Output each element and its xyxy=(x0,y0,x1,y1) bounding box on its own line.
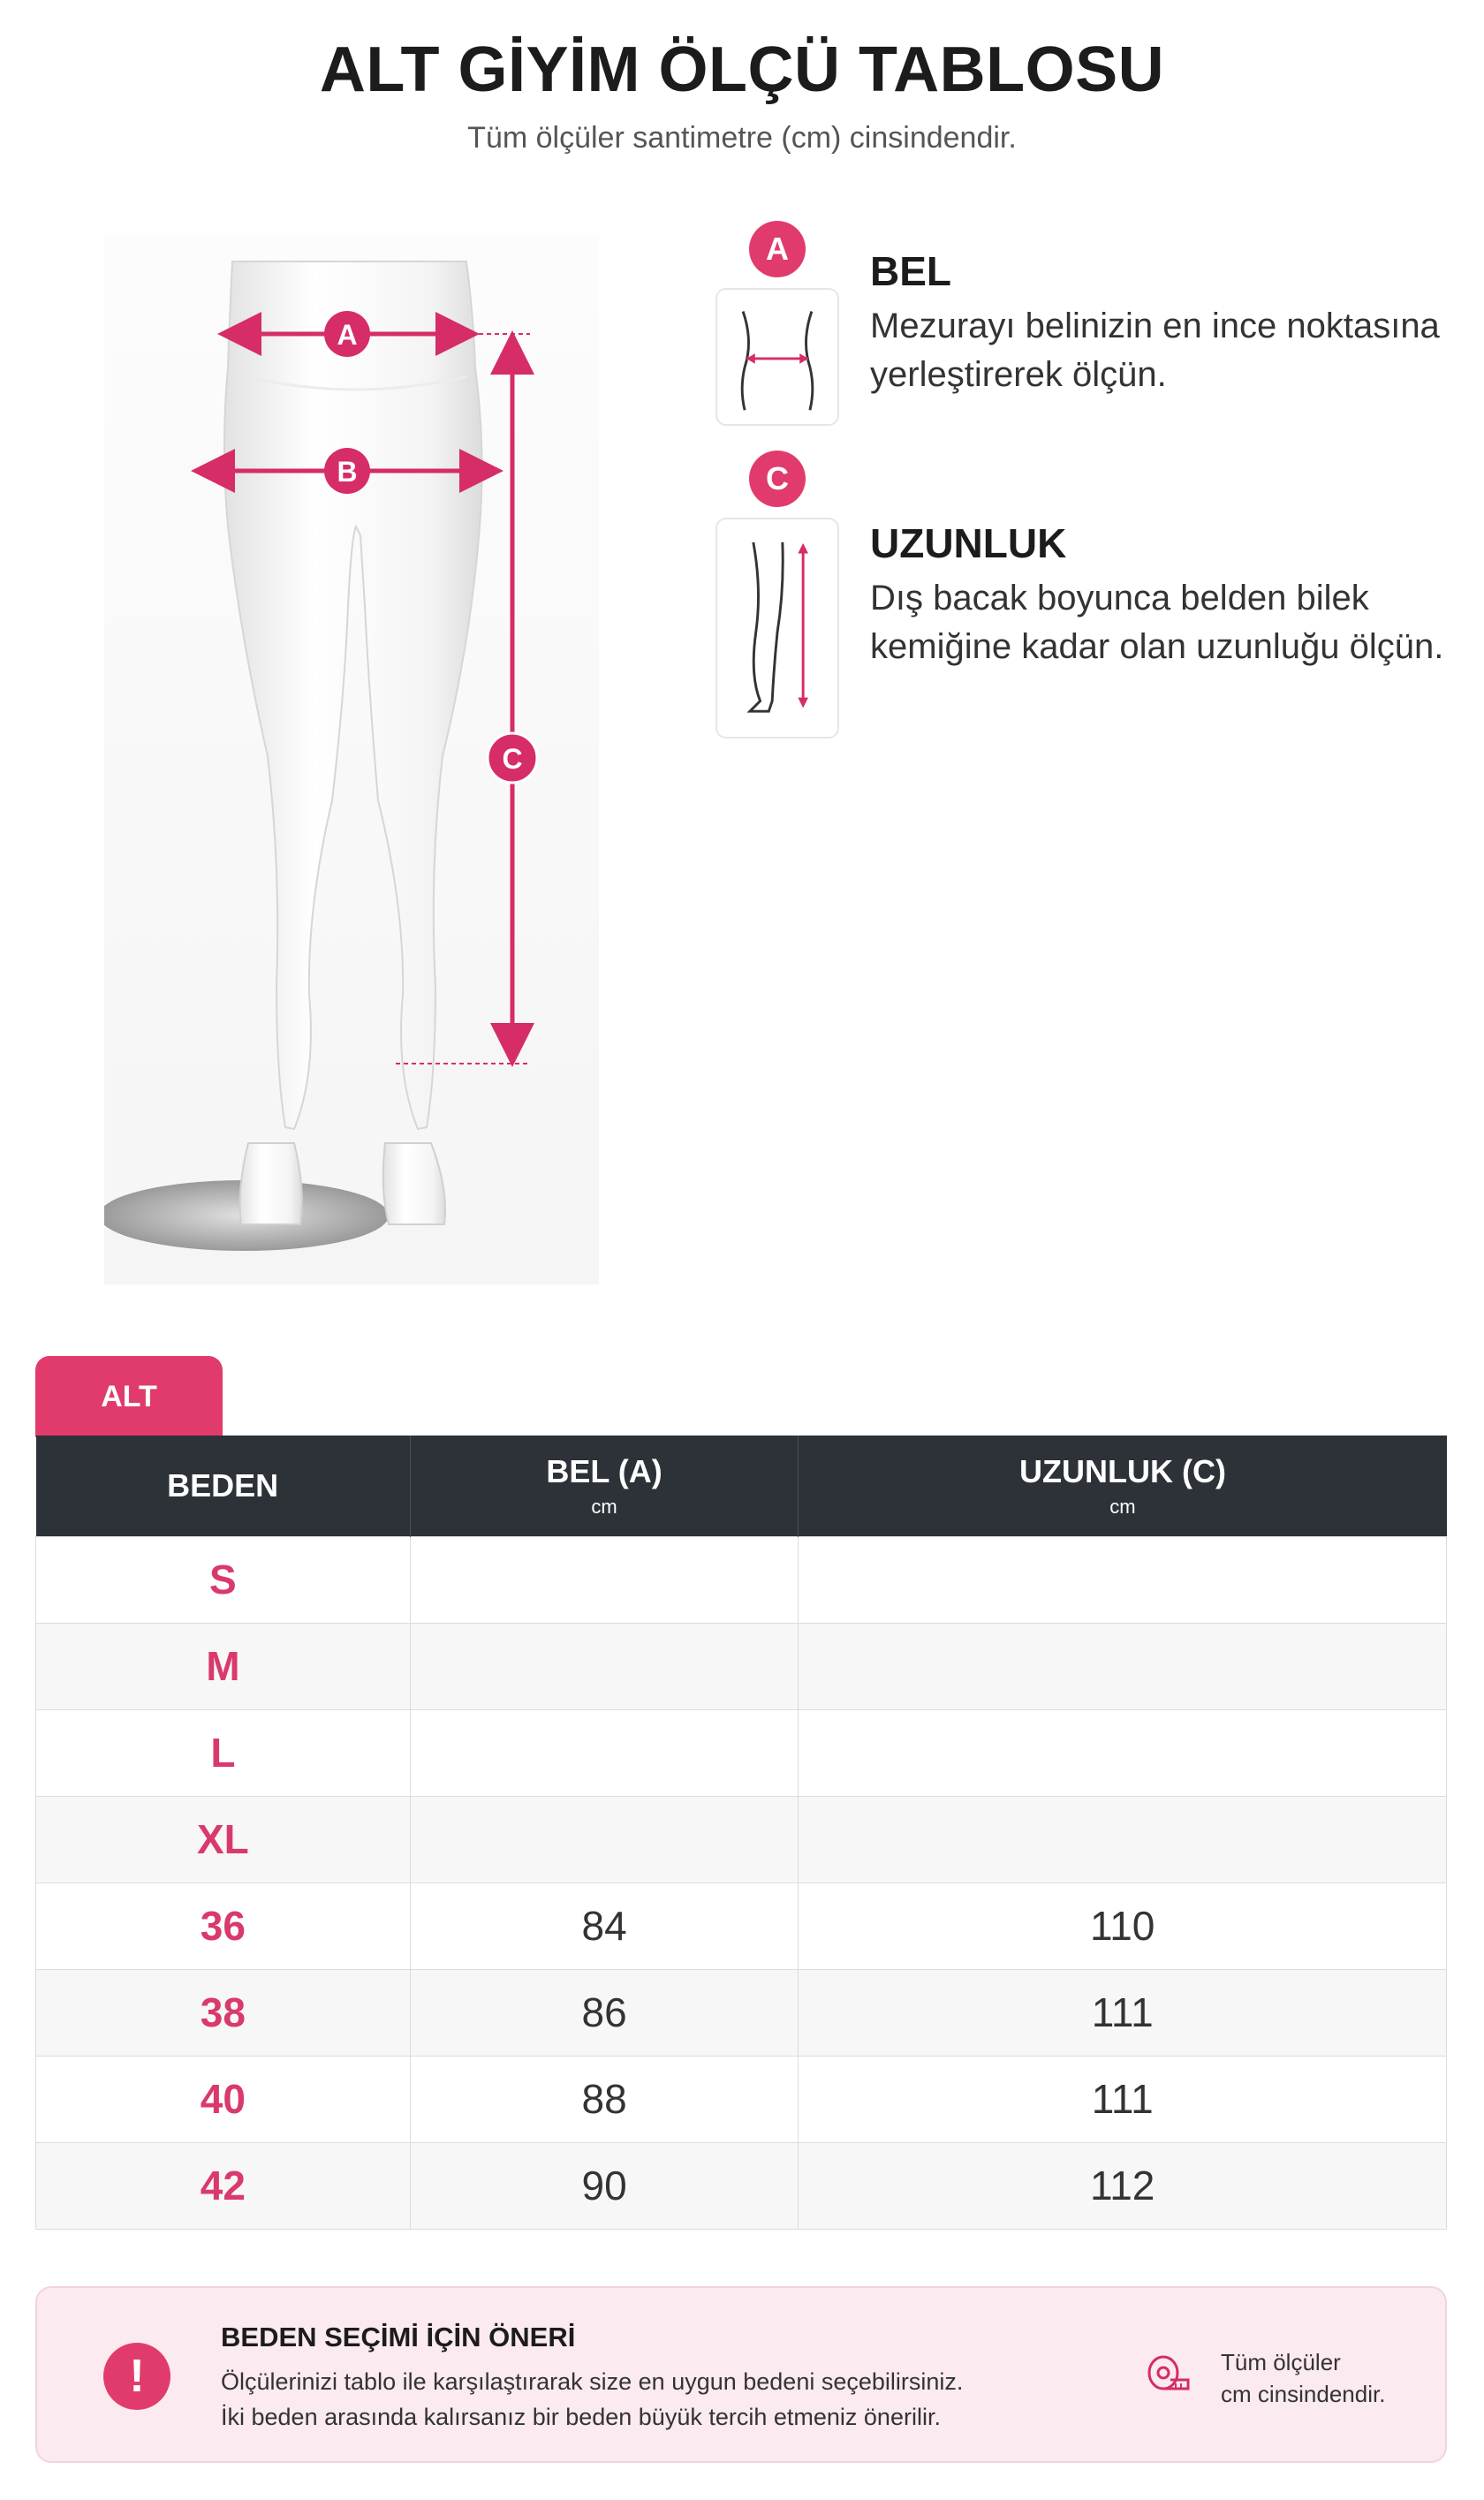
note-side-text xyxy=(1221,2346,1385,2410)
size-cell: S xyxy=(36,1536,411,1623)
tab-alt[interactable]: ALT xyxy=(35,1356,223,1437)
bel-cell: 86 xyxy=(410,1969,799,2056)
table-row xyxy=(36,1709,1447,1796)
mannequin-illustration xyxy=(104,235,599,1284)
column-header-beden xyxy=(36,1436,411,1536)
table-row xyxy=(36,1969,1447,2056)
uzunluk-cell: 112 xyxy=(799,2142,1447,2229)
uzunluk-cell xyxy=(799,1536,1447,1623)
mannequin-figure xyxy=(104,235,599,1284)
recommendation-note xyxy=(35,2286,1447,2463)
note-title: BEDEN SEÇİMİ İÇİN ÖNERİ xyxy=(221,2322,576,2352)
uzunluk-cell xyxy=(799,1623,1447,1709)
uzunluk-cell: 111 xyxy=(799,2056,1447,2142)
badge-c: C xyxy=(749,451,806,507)
column-label: BEL (A) xyxy=(546,1452,662,1489)
note-side-line: Tüm ölçüler xyxy=(1221,2349,1341,2375)
table-row xyxy=(36,1796,1447,1883)
table-row xyxy=(36,2142,1447,2229)
note-side-line: cm cinsindendir. xyxy=(1221,2381,1386,2407)
table-row xyxy=(36,2056,1447,2142)
badge-a: A xyxy=(749,221,806,277)
table-row xyxy=(36,1623,1447,1709)
measure-desc-uzunluk-2: kemiğine kadar olan uzunluğu ölçün. xyxy=(870,627,1444,666)
measure-desc-bel-1: Mezurayı belinizin en ince noktasına xyxy=(870,307,1440,345)
measure-title-bel: BEL xyxy=(870,248,951,294)
measure-title-uzunluk: UZUNLUK xyxy=(870,520,1067,566)
column-header-uzunluk xyxy=(799,1436,1447,1536)
page-subtitle: Tüm ölçüler santimetre (cm) cinsindendir. xyxy=(467,121,1017,155)
label-a: A xyxy=(337,319,358,351)
leg-icon xyxy=(717,519,837,737)
size-cell: XL xyxy=(36,1796,411,1883)
page-title: ALT GİYİM ÖLÇÜ TABLOSU xyxy=(319,34,1165,105)
table-header-row xyxy=(36,1436,1447,1536)
measure-desc-uzunluk-1: Dış bacak boyunca belden bilek xyxy=(870,579,1369,617)
size-table xyxy=(35,1436,1447,2230)
uzunluk-cell: 111 xyxy=(799,1969,1447,2056)
measure-desc-bel-2: yerleştirerek ölçün. xyxy=(870,355,1167,394)
bel-cell xyxy=(410,1796,799,1883)
note-line: Ölçülerinizi tablo ile karşılaştırarak size en uygun bedeni seçebilirsiniz. xyxy=(221,2368,964,2395)
column-unit: cm xyxy=(1109,1495,1136,1518)
size-cell: L xyxy=(36,1709,411,1796)
size-cell: 36 xyxy=(36,1883,411,1969)
waist-thumbnail xyxy=(716,288,839,426)
size-cell: M xyxy=(36,1623,411,1709)
size-cell: 38 xyxy=(36,1969,411,2056)
bel-cell: 90 xyxy=(410,2142,799,2229)
bel-cell: 84 xyxy=(410,1883,799,1969)
uzunluk-cell xyxy=(799,1796,1447,1883)
bel-cell: 88 xyxy=(410,2056,799,2142)
note-text xyxy=(221,2364,963,2435)
bel-cell xyxy=(410,1536,799,1623)
exclamation-icon: ! xyxy=(103,2343,170,2410)
label-c: C xyxy=(502,743,523,775)
label-b: B xyxy=(337,456,358,488)
table-row xyxy=(36,1883,1447,1969)
table-row xyxy=(36,1536,1447,1623)
bel-cell xyxy=(410,1623,799,1709)
column-label: UZUNLUK (C) xyxy=(1018,1452,1226,1489)
column-label: BEDEN xyxy=(167,1466,279,1504)
bel-cell xyxy=(410,1709,799,1796)
uzunluk-cell: 110 xyxy=(799,1883,1447,1969)
column-header-bel xyxy=(410,1436,799,1536)
measuring-tape-icon xyxy=(1144,2352,1193,2401)
column-unit: cm xyxy=(591,1495,617,1518)
note-line: İki beden arasında kalırsanız bir beden büyük tercih etmeniz önerilir. xyxy=(221,2404,941,2430)
size-cell: 42 xyxy=(36,2142,411,2229)
waist-icon xyxy=(717,290,837,424)
leg-thumbnail xyxy=(716,518,839,739)
uzunluk-cell xyxy=(799,1709,1447,1796)
size-cell: 40 xyxy=(36,2056,411,2142)
